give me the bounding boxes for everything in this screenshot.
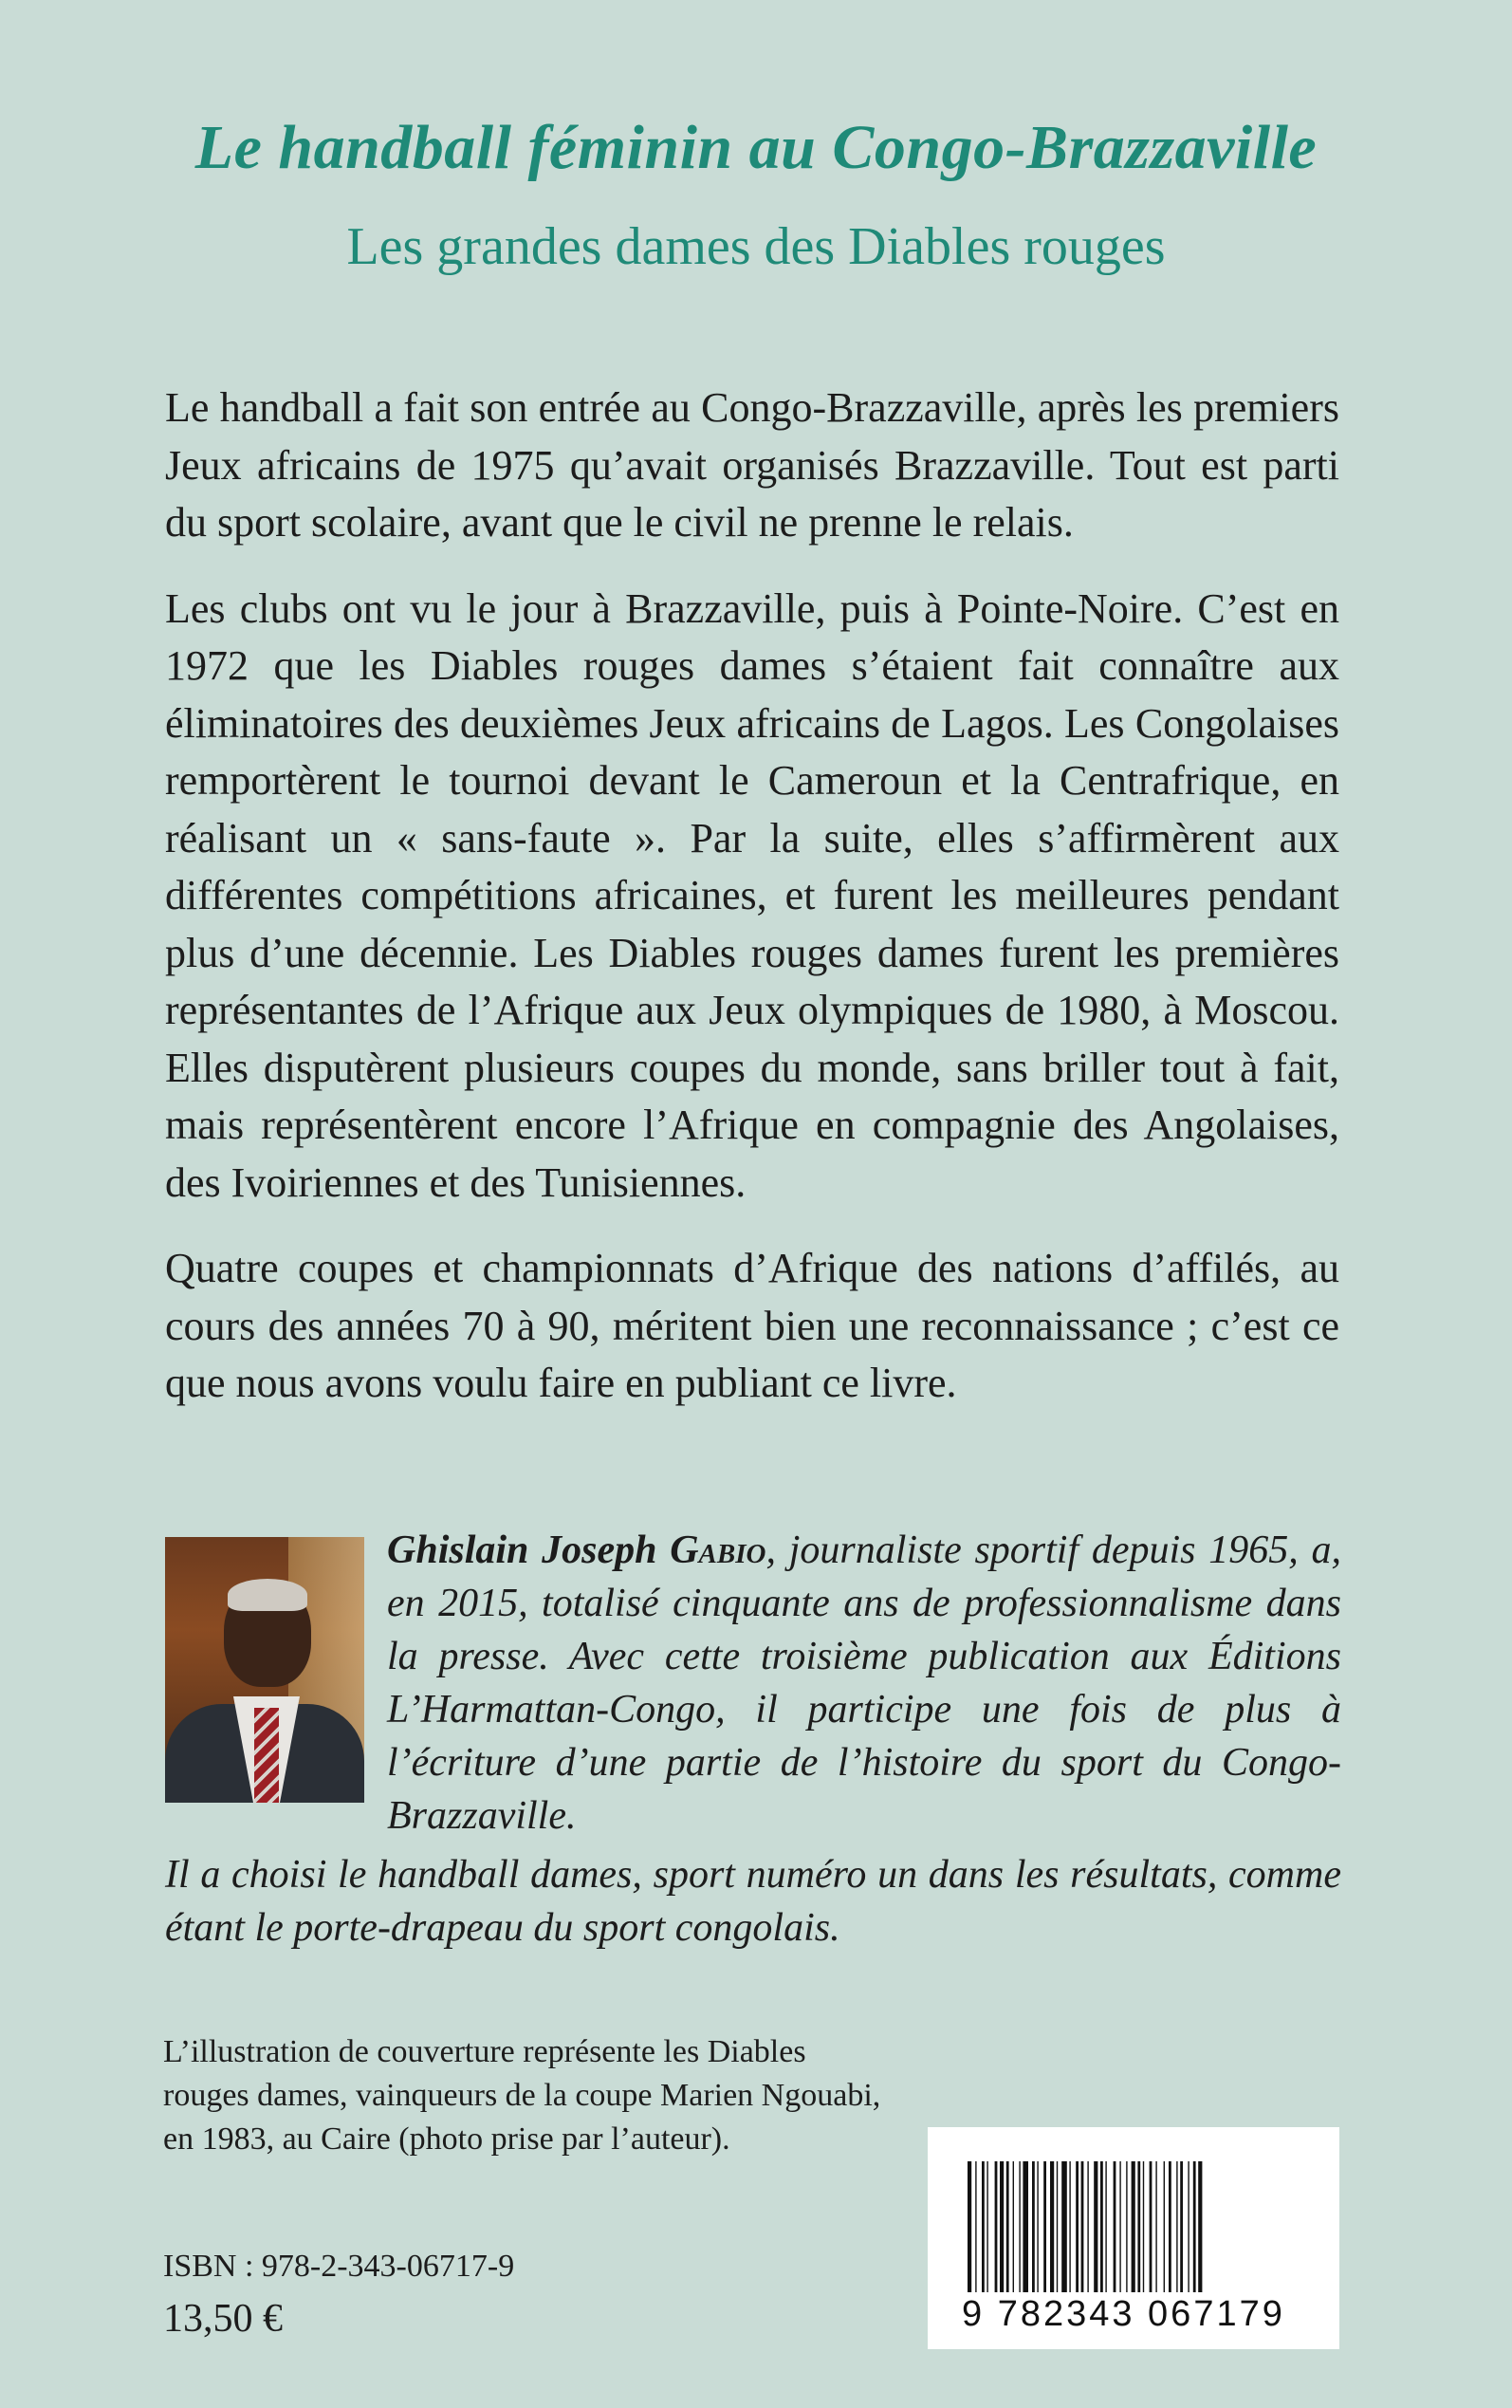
blurb-paragraph-1: Le handball a fait son entrée au Congo-Brazzaville, après les premiers Jeux africains de 1975 qu’avait organisés Brazzaville. Tout est parti du sport scolaire, avant que le civil ne prenne le relais. [165, 384, 1339, 546]
blurb-paragraph-2: Les clubs ont vu le jour à Brazzaville, puis à Pointe-Noire. C’est en 1972 que les Diables rouges dames s’étaient fait connaître aux éliminatoires des deuxièmes Jeux africains de Lagos. Les Congolaises remportèrent le tournoi devant le Cameroun et la Centrafrique, en réalisant un « sans-faute ». Par la suite, elles s’affirmèrent aux différentes compétitions africaines, et furent les meilleures pendant plus d’une décennie. Les Diables rouges dames furent les premières représentantes de l’Afrique aux Jeux olympiques de 1980, à Moscou. Elles disputèrent plusieurs coupes du monde, sans briller tout à fait, mais représentèrent encore l’Afrique en compagnie des Angolaises, des Ivoiriennes et des Tunisiennes. [165, 584, 1339, 1206]
author-surname: Gabio [670, 1528, 766, 1572]
barcode [928, 2127, 1339, 2349]
author-first-names: Ghislain Joseph [387, 1528, 671, 1572]
isbn: ISBN : 978-2-343-06717-9 [163, 2249, 515, 2284]
price: 13,50 € [163, 2297, 283, 2341]
author-bio [165, 1524, 1341, 1954]
book-subtitle: Les grandes dames des Diables rouges [346, 217, 1166, 276]
cover-illustration-caption: L’illustration de couverture représente les Diables rouges dames, vainqueurs de la coupe Marien Ngouabi, en 1983, au Caire (photo prise par l’auteur). [163, 2034, 881, 2157]
blurb [165, 380, 1339, 1441]
barcode-digits: 9 782343 067179 [962, 2294, 1285, 2334]
book-title: Le handball féminin au Congo-Brazzaville [194, 113, 1318, 182]
author-bio-text: , journaliste sportif depuis 1965, a, en 2015, totalisé cinquante ans de professionnalisme dans la presse. Avec cette troisième publication aux Éditions L’Harmattan-Congo, il participe une fois de plus à l’écriture d’une partie de l’histoire du sport du Congo-Brazzaville. [387, 1528, 1341, 1838]
blurb-paragraph-3: Quatre coupes et championnats d’Afrique des nations d’affilés, au cours des années 70 à 90, méritent bien une reconnaissance ; c’est ce que nous avons voulu faire en publiant ce livre. [165, 1245, 1339, 1406]
barcode-bars-icon [968, 2161, 1300, 2292]
author-photo [165, 1537, 364, 1803]
author-bio-paragraph-2: Il a choisi le handball dames, sport numéro un dans les résultats, comme étant le porte-drapeau du sport congolais. [165, 1853, 1341, 1950]
